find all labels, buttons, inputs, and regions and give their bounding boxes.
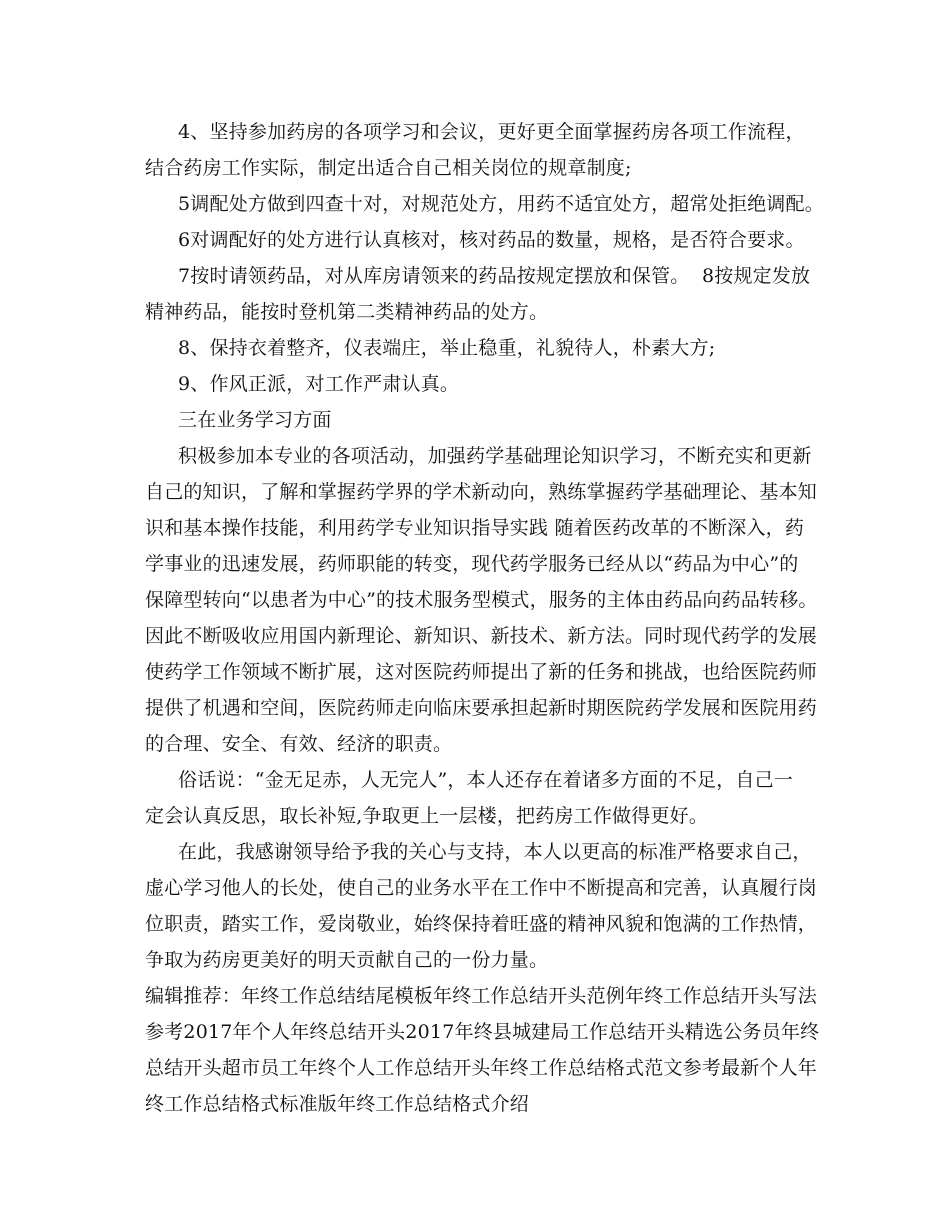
- text-line: 识和基本操作技能，利用药学专业知识指导实践 随着医药改革的不断深入，药: [145, 517, 805, 539]
- section-heading: 三在业务学习方面: [178, 409, 332, 431]
- recommend-line: 总结开头超市员工年终个人工作总结开头年终工作总结格式范文参考最新个人年: [145, 1057, 818, 1079]
- text-line: 精神药品，能按时登机第二类精神药品的处方。: [145, 301, 549, 323]
- text-line: 自己的知识，了解和掌握药学界的学术新动向，熟练掌握药学基础理论、基本知: [145, 481, 818, 503]
- text-line: 积极参加本专业的各项活动，加强药学基础理论知识学习，不断充实和更新: [178, 445, 812, 467]
- text-line: 学事业的迅速发展，药师职能的转变，现代药学服务已经从以“药品为中心”的: [145, 553, 799, 575]
- text-line: 在此，我感谢领导给予我的关心与支持，本人以更高的标准严格要求自己，: [178, 841, 812, 863]
- recommend-line: 参考2017年个人年终总结开头2017年终县城建局工作总结开头精选公务员年终: [145, 1021, 820, 1043]
- recommend-line: 编辑推荐：年终工作总结结尾模板年终工作总结开头范例年终工作总结开头写法: [145, 985, 818, 1007]
- text-line: 结合药房工作实际，制定出适合自己相关岗位的规章制度;: [145, 157, 632, 179]
- text-line: 定会认真反思，取长补短,争取更上一层楼，把药房工作做得更好。: [145, 805, 709, 827]
- text-line: 6对调配好的处方进行认真核对，核对药品的数量，规格，是否符合要求。: [178, 229, 805, 251]
- text-line: 4、坚持参加药房的各项学习和会议，更好更全面掌握药房各项工作流程，: [178, 121, 805, 143]
- text-line: 虚心学习他人的长处，使自己的业务水平在工作中不断提高和完善，认真履行岗: [145, 877, 818, 899]
- recommend-line: 终工作总结格式标准版年终工作总结格式介绍: [145, 1093, 530, 1115]
- text-line: 俗话说：“金无足赤，人无完人”，本人还存在着诸多方面的不足，自己一: [178, 769, 794, 791]
- text-line: 争取为药房更美好的明天贡献自己的一份力量。: [145, 949, 549, 971]
- text-line: 7按时请领药品，对从库房请领来的药品按规定摆放和保管。 8按规定发放: [178, 265, 811, 287]
- text-line: 9、作风正派，对工作严肃认真。: [178, 373, 460, 395]
- text-line: 8、保持衣着整齐，仪表端庄，举止稳重，礼貌待人，朴素大方;: [178, 337, 716, 359]
- text-line: 5调配处方做到四查十对，对规范处方，用药不适宜处方，超常处拒绝调配。: [178, 193, 824, 215]
- text-line: 位职责，踏实工作，爱岗敬业，始终保持着旺盛的精神风貌和饱满的工作热情，: [145, 913, 818, 935]
- text-line: 的合理、安全、有效、经济的职责。: [145, 733, 453, 755]
- text-line: 使药学工作领域不断扩展，这对医院药师提出了新的任务和挑战，也给医院药师: [145, 661, 818, 683]
- text-line: 因此不断吸收应用国内新理论、新知识、新技术、新方法。同时现代药学的发展: [145, 625, 818, 647]
- text-line: 保障型转向“以患者为中心”的技术服务型模式，服务的主体由药品向药品转移。: [145, 589, 818, 611]
- text-line: 提供了机遇和空间，医院药师走向临床要承担起新时期医院药学发展和医院用药: [145, 697, 818, 719]
